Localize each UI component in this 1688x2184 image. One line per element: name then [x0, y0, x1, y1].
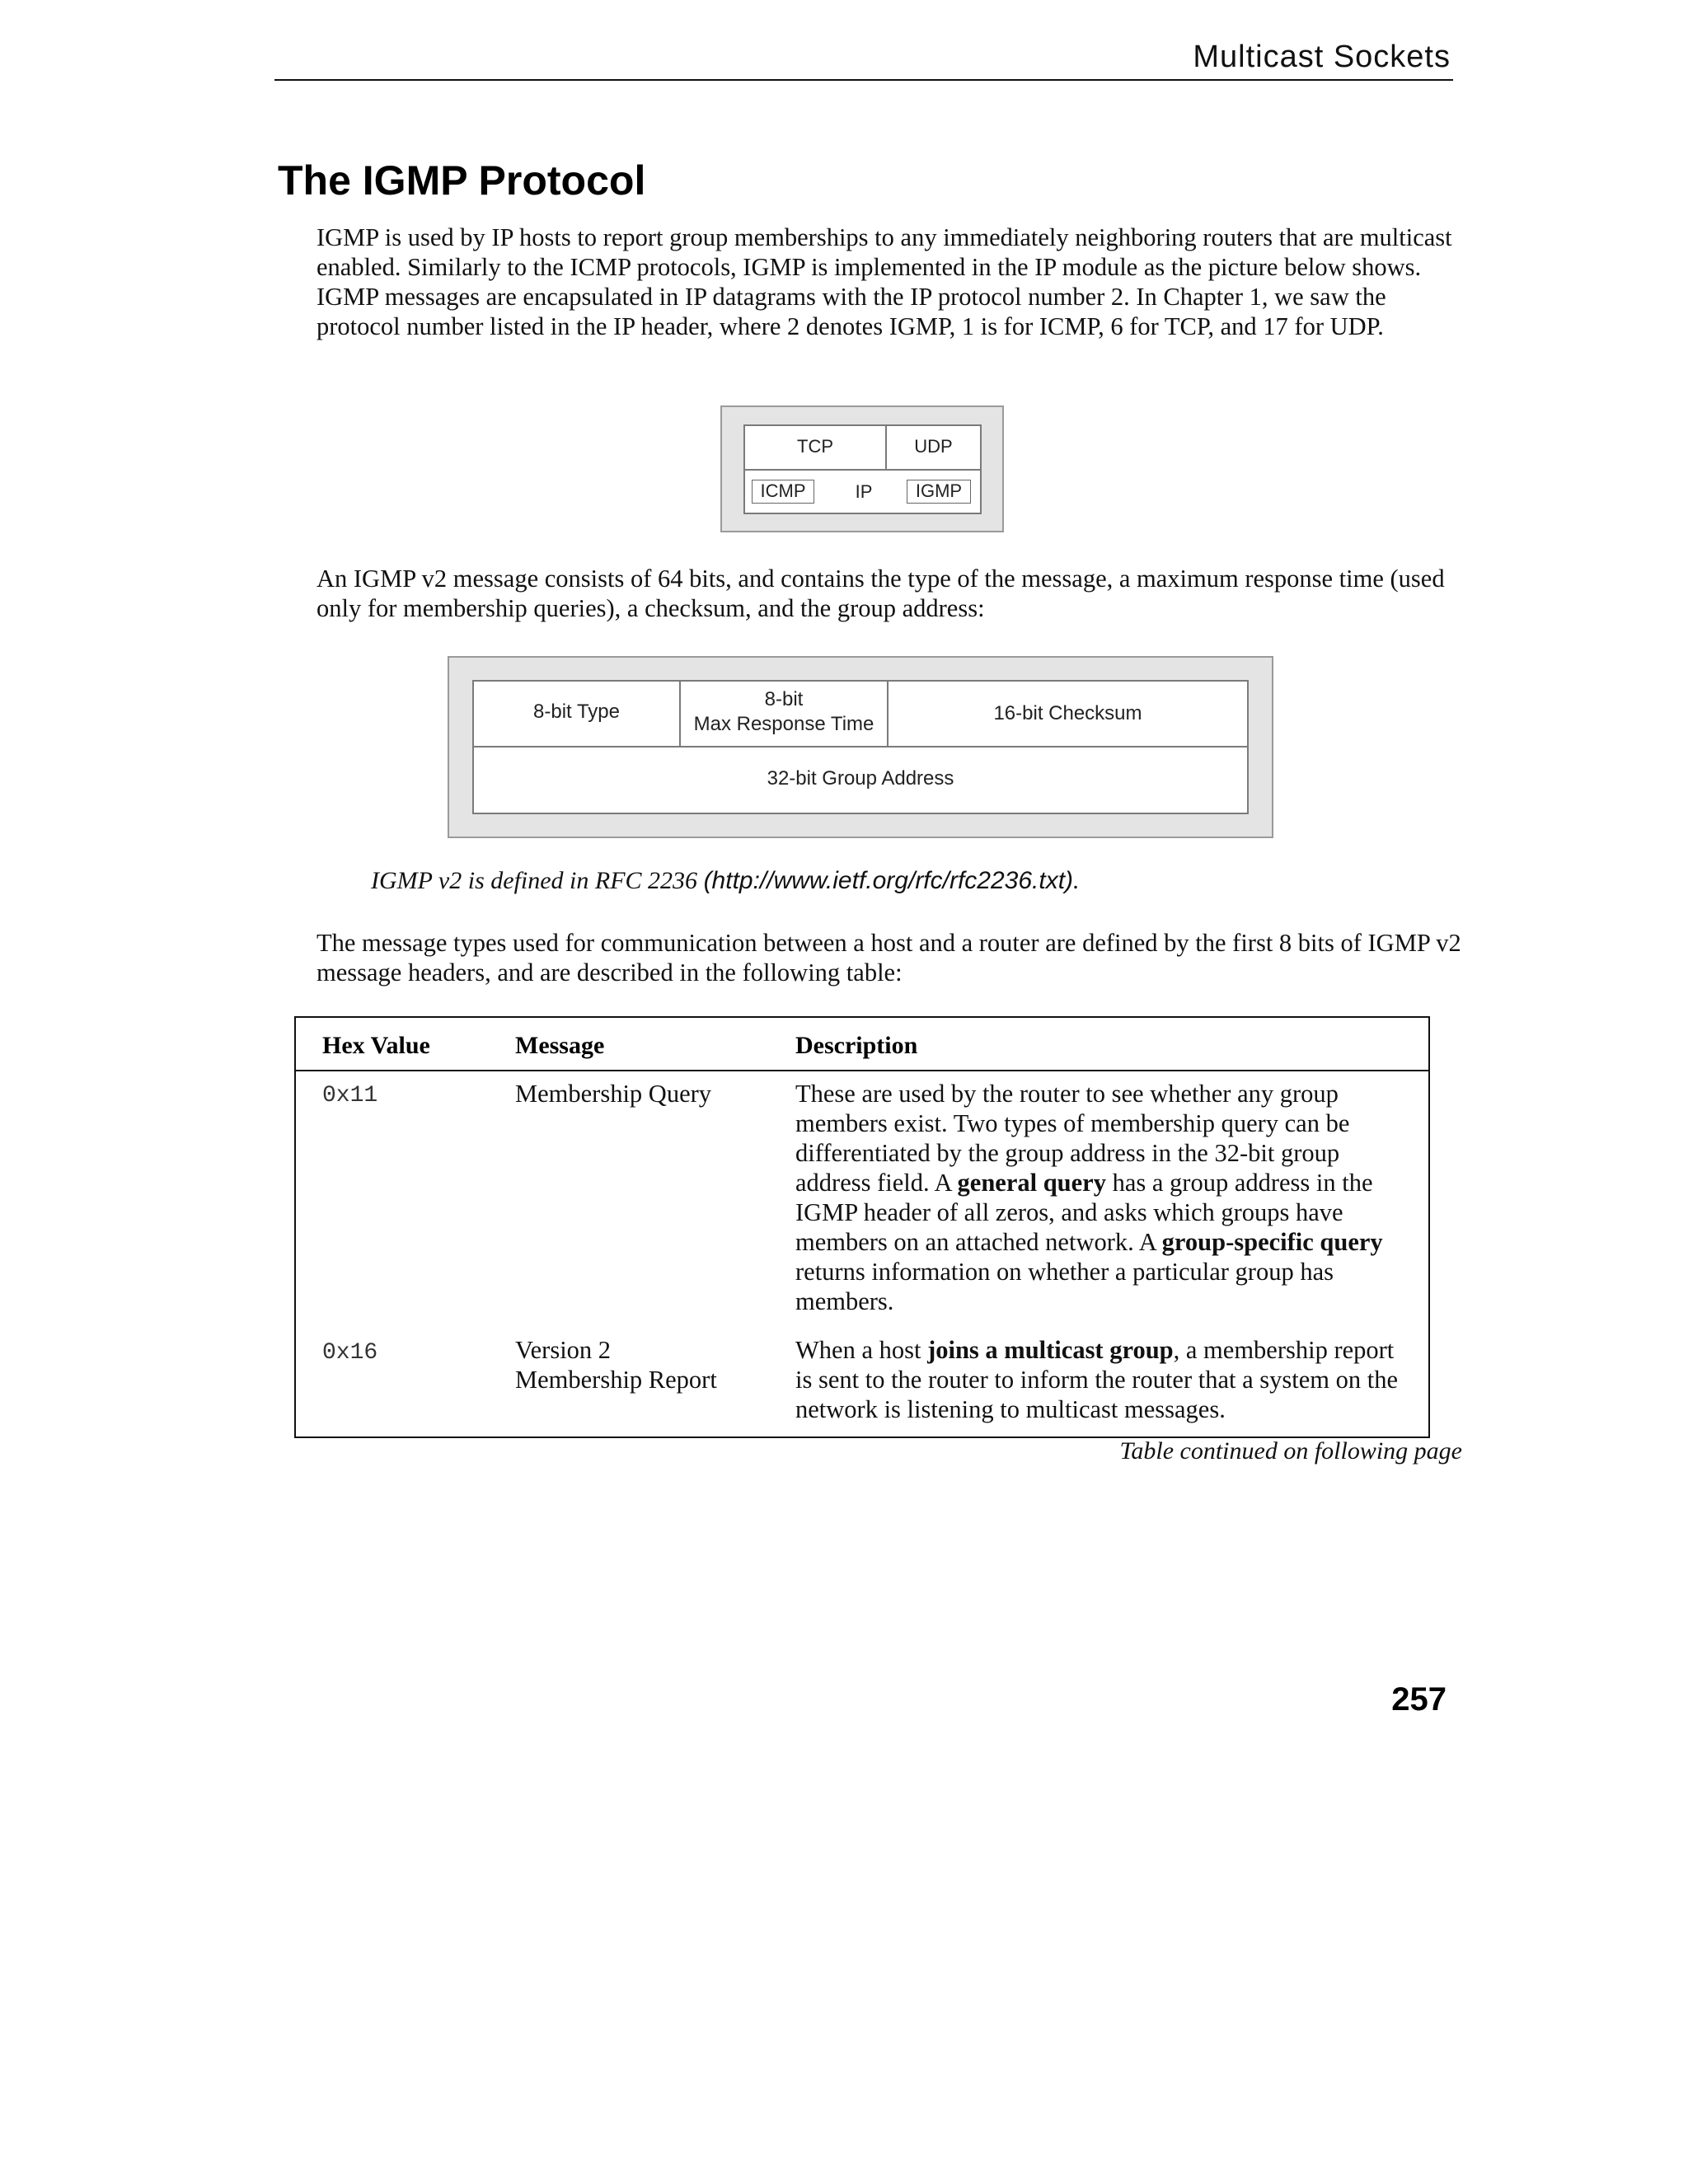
max-response-field-label-line1: 8-bit	[764, 688, 804, 710]
diagram-divider	[743, 469, 982, 471]
table-continued-note: Table continued on following page	[1119, 1437, 1462, 1465]
column-header-hex: Hex Value	[322, 1032, 430, 1059]
header-rule	[274, 79, 1453, 81]
table-intro-paragraph: The message types used for communication between a host and a router are defined by the first 8 bits of IGMP v2 message headers, and are described in the following table:	[316, 929, 1461, 987]
page-number: 257	[1391, 1681, 1447, 1718]
udp-label: UDP	[914, 436, 953, 457]
igmp-box: IGMP	[907, 480, 971, 504]
intro-paragraph: IGMP is used by IP hosts to report group memberships to any immediately neighboring routers that are multicast enabled. Similarly to the ICMP protocols, IGMP is implemented in the IP module as the picture below shows. IGMP messages are encapsulated in IP datagrams with the IP protocol number 2. In Chapter 1, we saw the protocol number listed in the IP header, where 2 denotes IGMP, 1 is for ICMP, 6 for TCP, and 17 for UDP.	[316, 223, 1452, 340]
rfc-note	[371, 867, 1080, 895]
table-header-rule	[294, 1070, 1430, 1071]
column-header-description: Description	[795, 1032, 918, 1059]
term-general-query: general query	[957, 1169, 1106, 1197]
rfc-note-end: .	[1073, 867, 1080, 894]
message-name-line1: Version 2	[515, 1336, 612, 1364]
term-group-specific-query: group-specific query	[1161, 1228, 1383, 1256]
icmp-box: ICMP	[752, 480, 814, 504]
message-name-line2: Membership Report	[515, 1366, 717, 1394]
section-title: The IGMP Protocol	[278, 157, 646, 204]
message-intro-paragraph: An IGMP v2 message consists of 64 bits, and contains the type of the message, a maximum response time (used only for membership queries), a checksum, and the group address:	[316, 565, 1445, 622]
column-header-message: Message	[515, 1032, 605, 1059]
checksum-field-label: 16-bit Checksum	[993, 702, 1142, 724]
group-address-field-label: 32-bit Group Address	[767, 767, 954, 790]
message-description: When a host joins a multicast group, a membership report is sent to the router to inform the router that a system on the network is listening to multicast messages.	[795, 1336, 1398, 1423]
rfc-url: (http://www.ietf.org/rfc/rfc2236.txt)	[703, 867, 1074, 894]
type-field-label: 8-bit Type	[533, 701, 620, 723]
max-response-field-label-line2: Max Response Time	[693, 713, 874, 735]
rfc-note-text: IGMP v2 is defined in RFC 2236	[371, 867, 704, 894]
message-name: Membership Query	[515, 1080, 712, 1108]
tcp-label: TCP	[797, 436, 833, 457]
message-description: These are used by the router to see whether any group members exist. Two types of membership query can be differentiated by the group address in the 32-bit group address field. A general query has a group address in the IGMP header of all zeros, and asks which groups have members on an attached network. A group-specific query returns information on whether a particular group has members.	[795, 1080, 1383, 1315]
hex-value: 0x11	[322, 1083, 378, 1108]
running-header: Multicast Sockets	[1193, 40, 1451, 74]
diagram-divider	[472, 746, 1249, 748]
hex-value: 0x16	[322, 1340, 378, 1366]
ip-label: IP	[855, 481, 873, 502]
term-joins-multicast-group: joins a multicast group	[927, 1336, 1174, 1364]
